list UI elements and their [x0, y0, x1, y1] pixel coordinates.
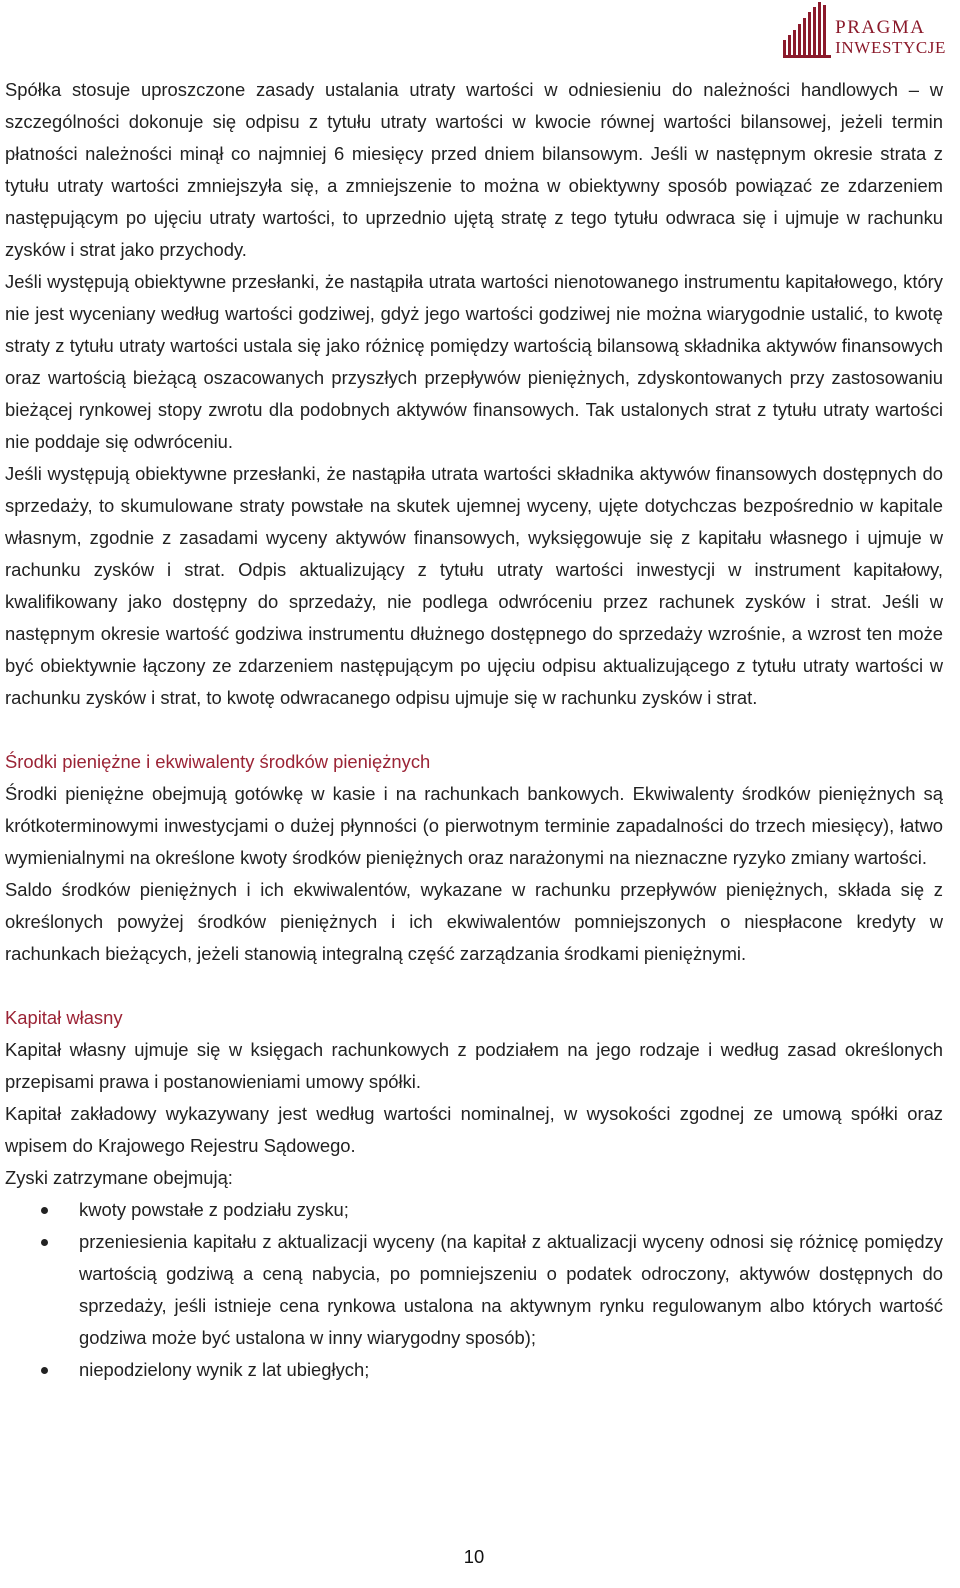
- logo-wordmark: [835, 18, 946, 58]
- spacer: [5, 714, 943, 746]
- paragraph-retained-earnings-intro: Zyski zatrzymane obejmują:: [5, 1167, 233, 1188]
- list-item-text: kwoty powstałe z podziału zysku;: [79, 1199, 349, 1220]
- list-item-text: niepodzielony wynik z lat ubiegłych;: [79, 1359, 370, 1380]
- company-logo: [783, 2, 946, 58]
- document-body: [5, 74, 943, 1386]
- page-number: 10: [463, 1546, 485, 1567]
- paragraph-afs-impairment: Jeśli występują obiektywne przesłanki, że nastąpiła utrata wartości składnika aktywów finansowych dostępnych do sprzedaży, to skumulowane straty powstałe na skutek ujemnej wyceny, ujęte dotychczas bezpośrednio w kapitale własnym, zgodnie z zasadami wyceny aktywów finansowych, wyksięgowuje się z kapitału własnego i ujmuje w rachunku zysków i strat. Odpis aktualizujący z tytułu utraty wartości inwestycji w instrument kapitałowy, kwalifikowany jako dostępny do sprzedaży, nie podlega odwróceniu przez rachunek zysków i strat. Jeśli w następnym okresie wartość godziwa instrumentu dłużnego dostępnego do sprzedaży wzrośnie, a wzrost ten może być obiektywnie łączony ze zdarzeniem następującym po ujęciu odpisu aktualizującego z tytułu utraty wartości w rachunku zysków i strat, to kwotę odwracanego odpisu ujmuje się w rachunku zysków i strat.: [5, 463, 943, 708]
- spacer: [5, 970, 943, 1002]
- retained-earnings-list: [5, 1194, 943, 1386]
- list-item: [5, 1226, 943, 1354]
- building-bars-icon: [783, 2, 831, 58]
- paragraph-cash-balance: Saldo środków pieniężnych i ich ekwiwalentów, wykazane w rachunku przepływów pieniężnych, składa się z określonych powyżej środków pieniężnych i ich ekwiwalentów pomniejszonych o niespłacone kredyty w rachunkach bieżących, jeżeli stanowią integralną część zarządzania środkami pieniężnymi.: [5, 879, 943, 964]
- list-item: [5, 1354, 943, 1386]
- paragraph-unlisted-equity-impairment: Jeśli występują obiektywne przesłanki, że nastąpiła utrata wartości nienotowanego instrumentu kapitałowego, który nie jest wyceniany według wartości godziwej, gdyż jego wartości godziwej nie można wiarygodnie ustalić, to kwotę straty z tytułu utraty wartości ustala się jako różnicę pomiędzy wartością bilansową składnika aktywów finansowych oraz wartością bieżącą oszacowanych przyszłych przepływów pieniężnych, zdyskontowanych przy zastosowaniu bieżącej rynkowej stopy zwrotu dla podobnych aktywów finansowych. Tak ustalonych strat z tytułu utraty wartości nie poddaje się odwróceniu.: [5, 271, 943, 452]
- paragraph-cash-definition: Środki pieniężne obejmują gotówkę w kasie i na rachunkach bankowych. Ekwiwalenty środków pieniężnych są krótkoterminowymi inwestycjami o dużej płynności (o pierwotnym terminie zapadalności do trzech miesięcy), łatwo wymienialnymi na określone kwoty środków pieniężnych oraz narażonymi na nieznaczne ryzyko zmiany wartości.: [5, 783, 943, 868]
- bullet-icon: [41, 1239, 48, 1246]
- list-item: [5, 1194, 943, 1226]
- list-item-text: przeniesienia kapitału z aktualizacji wyceny (na kapitał z aktualizacji wyceny odnosi się różnicę pomiędzy wartością godziwą a ceną nabycia, po pomniejszeniu o podatek odroczony, aktywów dostępnych do sprzedaży, jeśli istnieje cena rynkowa ustalona na aktywnym rynku regulowanym albo których wartość godziwa może być ustalona w inny wiarygodny sposób);: [79, 1231, 943, 1348]
- section-heading-equity: Kapitał własny: [5, 1007, 123, 1028]
- logo-line-2: INWESTYCJE: [835, 38, 946, 57]
- paragraph-receivables-impairment: Spółka stosuje uproszczone zasady ustalania utraty wartości w odniesieniu do należności handlowych – w szczególności dokonuje się odpisu z tytułu utraty wartości w kwocie równej wartości bilansowej, jeżeli termin płatności należności minął co najmniej 6 miesięcy przed dniem bilansowym. Jeśli w następnym okresie strata z tytułu utraty wartości zmniejszyła się, a zmniejszenie to można w obiektywny sposób powiązać ze zdarzeniem następującym po ujęciu utraty wartości, to uprzednio ujętą stratę z tego tytułu odwraca się i ujmuje w rachunku zysków i strat jako przychody.: [5, 79, 943, 260]
- paragraph-equity-recognition: Kapitał własny ujmuje się w księgach rachunkowych z podziałem na jego rodzaje i według zasad określonych przepisami prawa i postanowieniami umowy spółki.: [5, 1039, 943, 1092]
- logo-line-1: PRAGMA: [835, 17, 926, 38]
- bullet-icon: [41, 1367, 48, 1374]
- section-heading-cash: Środki pieniężne i ekwiwalenty środków pieniężnych: [5, 751, 431, 772]
- paragraph-share-capital: Kapitał zakładowy wykazywany jest według wartości nominalnej, w wysokości zgodnej ze umową spółki oraz wpisem do Krajowego Rejestru Sądowego.: [5, 1103, 943, 1156]
- bullet-icon: [41, 1207, 48, 1214]
